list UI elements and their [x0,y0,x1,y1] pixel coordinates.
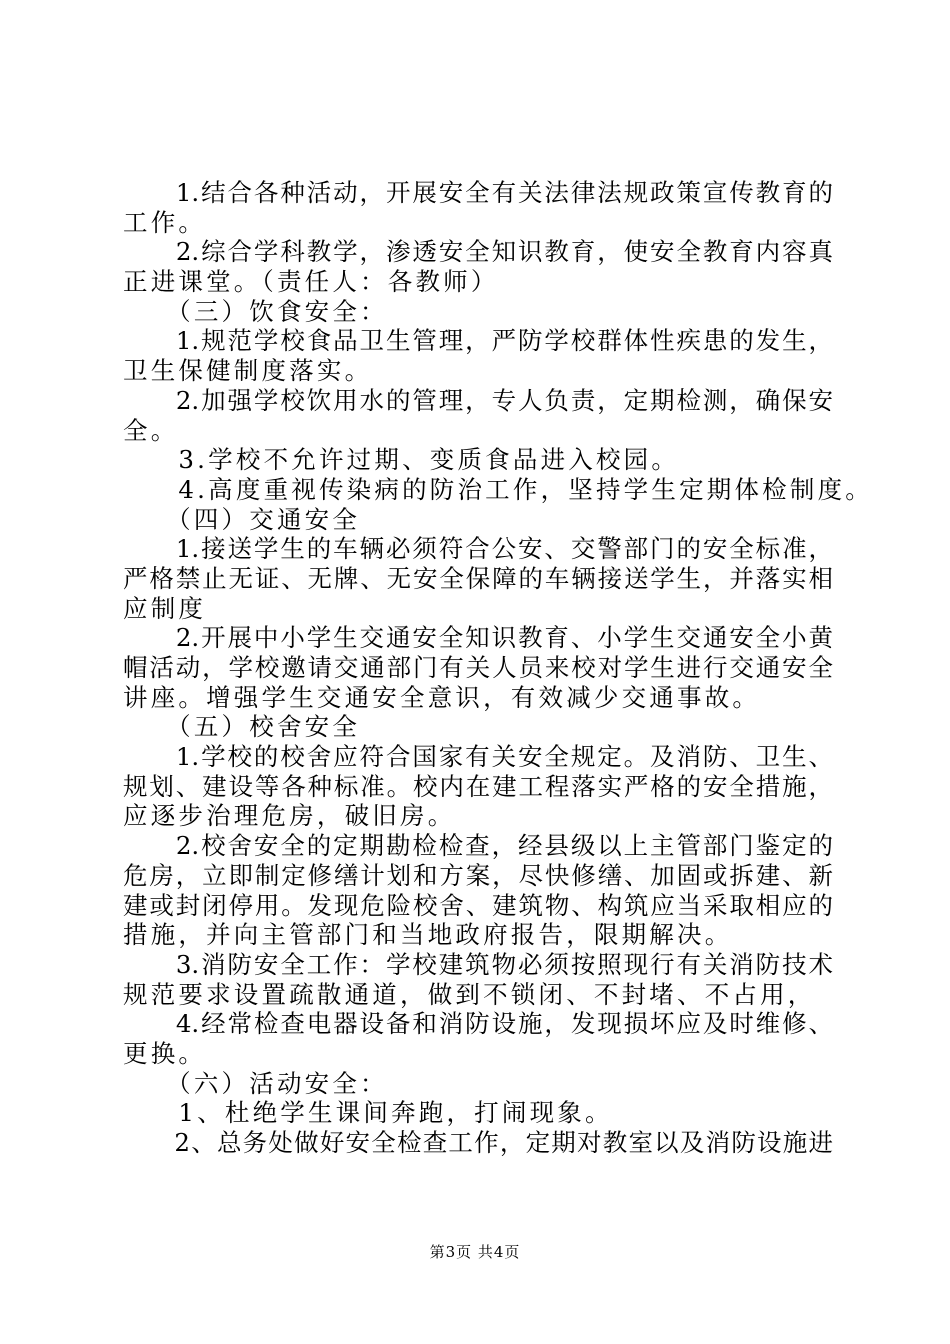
text-line: （五）校舍安全 [123,712,361,742]
text-line: （六）活动安全： [123,1068,388,1098]
text-line: 应制度 [123,593,207,623]
text-line: 措施，并向主管部门和当地政府报告，限期解决。 [123,920,733,950]
text-line: 2.综合学科教学，渗透安全知识教育，使安全教育内容真 [123,237,833,267]
text-line: 建或封闭停用。发现危险校舍、建筑物、构筑应当采取相应的 [123,890,833,920]
text-line: 全。 [123,415,179,445]
text-line: （四）交通安全 [123,504,361,534]
text-line: 1.规范学校食品卫生管理，严防学校群体性疾患的发生， [123,326,833,356]
text-line: 正进课堂。（责任人：各教师） [123,267,499,297]
text-line: 2.校舍安全的定期勘检检查，经县级以上主管部门鉴定的 [123,831,833,861]
text-line: 危房，立即制定修缮计划和方案，尽快修缮、加固或拆建、新 [123,860,833,890]
text-line: 3.消防安全工作：学校建筑物必须按照现行有关消防技术 [123,949,833,979]
text-line: 卫生保健制度落实。 [123,356,373,386]
text-line: 4.经常检查电器设备和消防设施，发现损坏应及时维修、 [123,1009,833,1039]
text-line: 2.加强学校饮用水的管理，专人负责，定期检测，确保安 [123,385,833,415]
text-line: 帽活动，学校邀请交通部门有关人员来校对学生进行交通安全 [123,653,833,682]
text-line: 1.结合各种活动，开展安全有关法律法规政策宣传教育的 [123,178,833,207]
text-line: 2.开展中小学生交通安全知识教育、小学生交通安全小黄 [123,623,833,653]
text-line: 1.接送学生的车辆必须符合公安、交警部门的安全标准， [123,534,833,564]
text-line: 工作。 [123,207,207,237]
text-line: 规划、建设等各种标准。校内在建工程落实严格的安全措施， [123,771,833,801]
text-line: 严格禁止无证、无牌、无安全保障的车辆接送学生，并落实相 [123,563,833,593]
text-line: 应逐步治理危房，破旧房。 [123,801,456,831]
text-line: 讲座。增强学生交通安全意识，有效减少交通事故。 [123,682,761,712]
page-footer: 第3页 共4页 [429,1243,521,1261]
text-line: 更换。 [123,1038,207,1068]
document-body [123,178,873,1158]
text-line: （三）饮食安全： [123,296,388,326]
text-line: 1、杜绝学生课间奔跑，打闹现象。 [123,1098,613,1128]
text-line: 3.学校不允许过期、变质食品进入校园。 [123,445,680,475]
text-line: 2、总务处做好安全检查工作，定期对教室以及消防设施进 [123,1128,833,1157]
text-line: 1.学校的校舍应符合国家有关安全规定。及消防、卫生、 [123,742,833,772]
text-line: 规范要求设置疏散通道，做到不锁闭、不封堵、不占用， [123,979,816,1009]
text-line: 4.高度重视传染病的防治工作，坚持学生定期体检制度。 [123,474,873,504]
